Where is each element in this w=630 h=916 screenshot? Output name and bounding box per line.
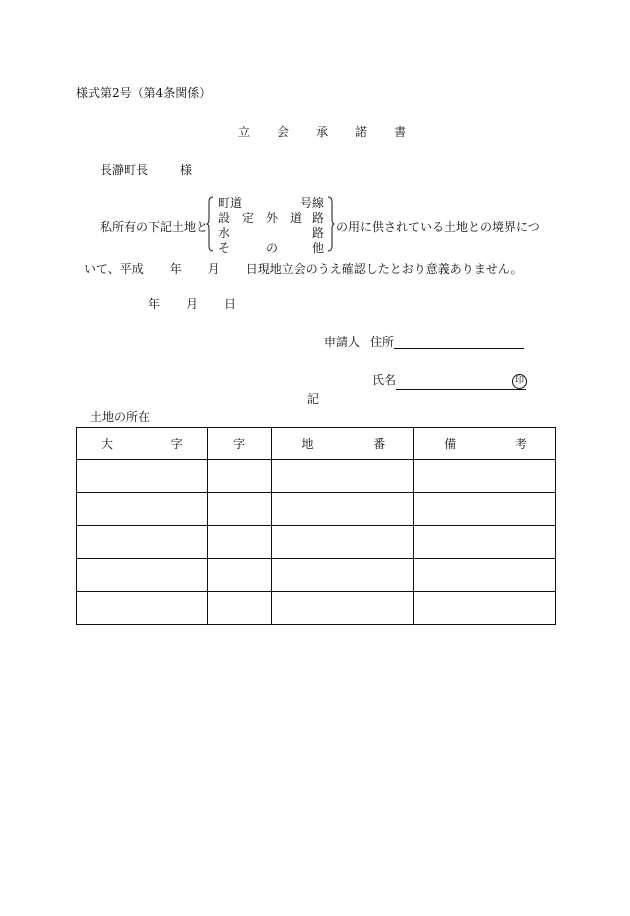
year-label: 年 <box>169 262 182 276</box>
title-char: 会 <box>277 125 290 139</box>
cell-ooaza[interactable] <box>77 493 208 526</box>
era-label: いて、平成 <box>84 262 144 276</box>
header-char: 大 <box>101 437 114 451</box>
option-suffix: 他 <box>311 241 324 255</box>
cell-ooaza[interactable] <box>77 559 208 592</box>
applicant-name-row <box>372 373 541 390</box>
option-label: 町道 <box>218 196 243 210</box>
table-row <box>77 493 556 526</box>
ki-heading: 記 <box>307 392 320 406</box>
header-aza <box>207 428 271 460</box>
table-header-row <box>77 428 556 460</box>
name-field[interactable] <box>396 376 526 390</box>
cell-chiban[interactable] <box>271 592 414 625</box>
addressee-honorific: 様 <box>180 163 193 177</box>
header-char: 字 <box>233 437 246 451</box>
cell-biko[interactable] <box>414 460 556 493</box>
cell-aza[interactable] <box>207 592 271 625</box>
cell-biko[interactable] <box>414 559 556 592</box>
header-char: 番 <box>373 437 386 451</box>
header-char: 考 <box>514 437 527 451</box>
cell-chiban[interactable] <box>271 559 414 592</box>
location-label: 土地の所在 <box>90 410 151 424</box>
body-text-right: の用に供されている土地との境界につ <box>336 220 540 234</box>
cell-ooaza[interactable] <box>77 526 208 559</box>
month-label: 月 <box>207 262 220 276</box>
option-suffix: 路 <box>311 211 324 225</box>
option-town-road <box>218 196 324 210</box>
cell-chiban[interactable] <box>271 460 414 493</box>
header-chiban <box>271 428 414 460</box>
cell-biko[interactable] <box>414 493 556 526</box>
option-waterway <box>218 226 324 240</box>
header-char: 字 <box>170 437 183 451</box>
cell-ooaza[interactable] <box>77 592 208 625</box>
title-char: 諾 <box>355 125 368 139</box>
table-row <box>77 592 556 625</box>
option-private-road <box>218 211 324 225</box>
title-char: 書 <box>394 125 407 139</box>
applicant-label: 申請人 <box>324 335 361 349</box>
applicant-address-row <box>324 335 524 349</box>
cell-chiban[interactable] <box>271 493 414 526</box>
title-char: 立 <box>238 125 251 139</box>
body-text-left: 私所有の下記土地と <box>100 220 209 234</box>
cell-aza[interactable] <box>207 526 271 559</box>
cell-ooaza[interactable] <box>77 460 208 493</box>
address-label: 住所 <box>370 335 395 349</box>
cell-chiban[interactable] <box>271 526 414 559</box>
date-month: 月 <box>186 297 199 311</box>
document-title <box>238 125 406 139</box>
option-label: そ の <box>218 241 279 255</box>
header-char: 地 <box>301 437 314 451</box>
option-label: 設 定 外 道 <box>218 211 303 225</box>
seal-icon: 印 <box>512 374 527 389</box>
table-row <box>77 460 556 493</box>
option-label: 水 <box>218 226 231 240</box>
left-brace-icon <box>206 196 214 252</box>
body-text-line2 <box>84 262 523 276</box>
title-char: 承 <box>316 125 329 139</box>
right-brace-icon <box>327 196 335 252</box>
address-field[interactable] <box>394 335 524 349</box>
addressee <box>100 163 192 177</box>
cell-aza[interactable] <box>207 559 271 592</box>
header-ooaza <box>77 428 208 460</box>
option-suffix: 号線 <box>299 196 324 210</box>
day-statement: 日現地立会のうえ確認したとおり意義ありません。 <box>245 262 523 276</box>
option-suffix: 路 <box>311 226 324 240</box>
cell-aza[interactable] <box>207 493 271 526</box>
cell-biko[interactable] <box>414 526 556 559</box>
addressee-name: 長瀞町長 <box>100 163 149 177</box>
date-day: 日 <box>224 297 237 311</box>
land-table <box>76 427 556 625</box>
option-other <box>218 241 324 255</box>
table-row <box>77 559 556 592</box>
form-number: 様式第2号（第4条関係） <box>76 86 212 100</box>
header-char: 備 <box>444 437 457 451</box>
header-biko <box>414 428 556 460</box>
table-row <box>77 526 556 559</box>
date-line <box>148 297 236 311</box>
cell-aza[interactable] <box>207 460 271 493</box>
date-year: 年 <box>148 297 161 311</box>
cell-biko[interactable] <box>414 592 556 625</box>
name-label: 氏名 <box>372 373 397 387</box>
